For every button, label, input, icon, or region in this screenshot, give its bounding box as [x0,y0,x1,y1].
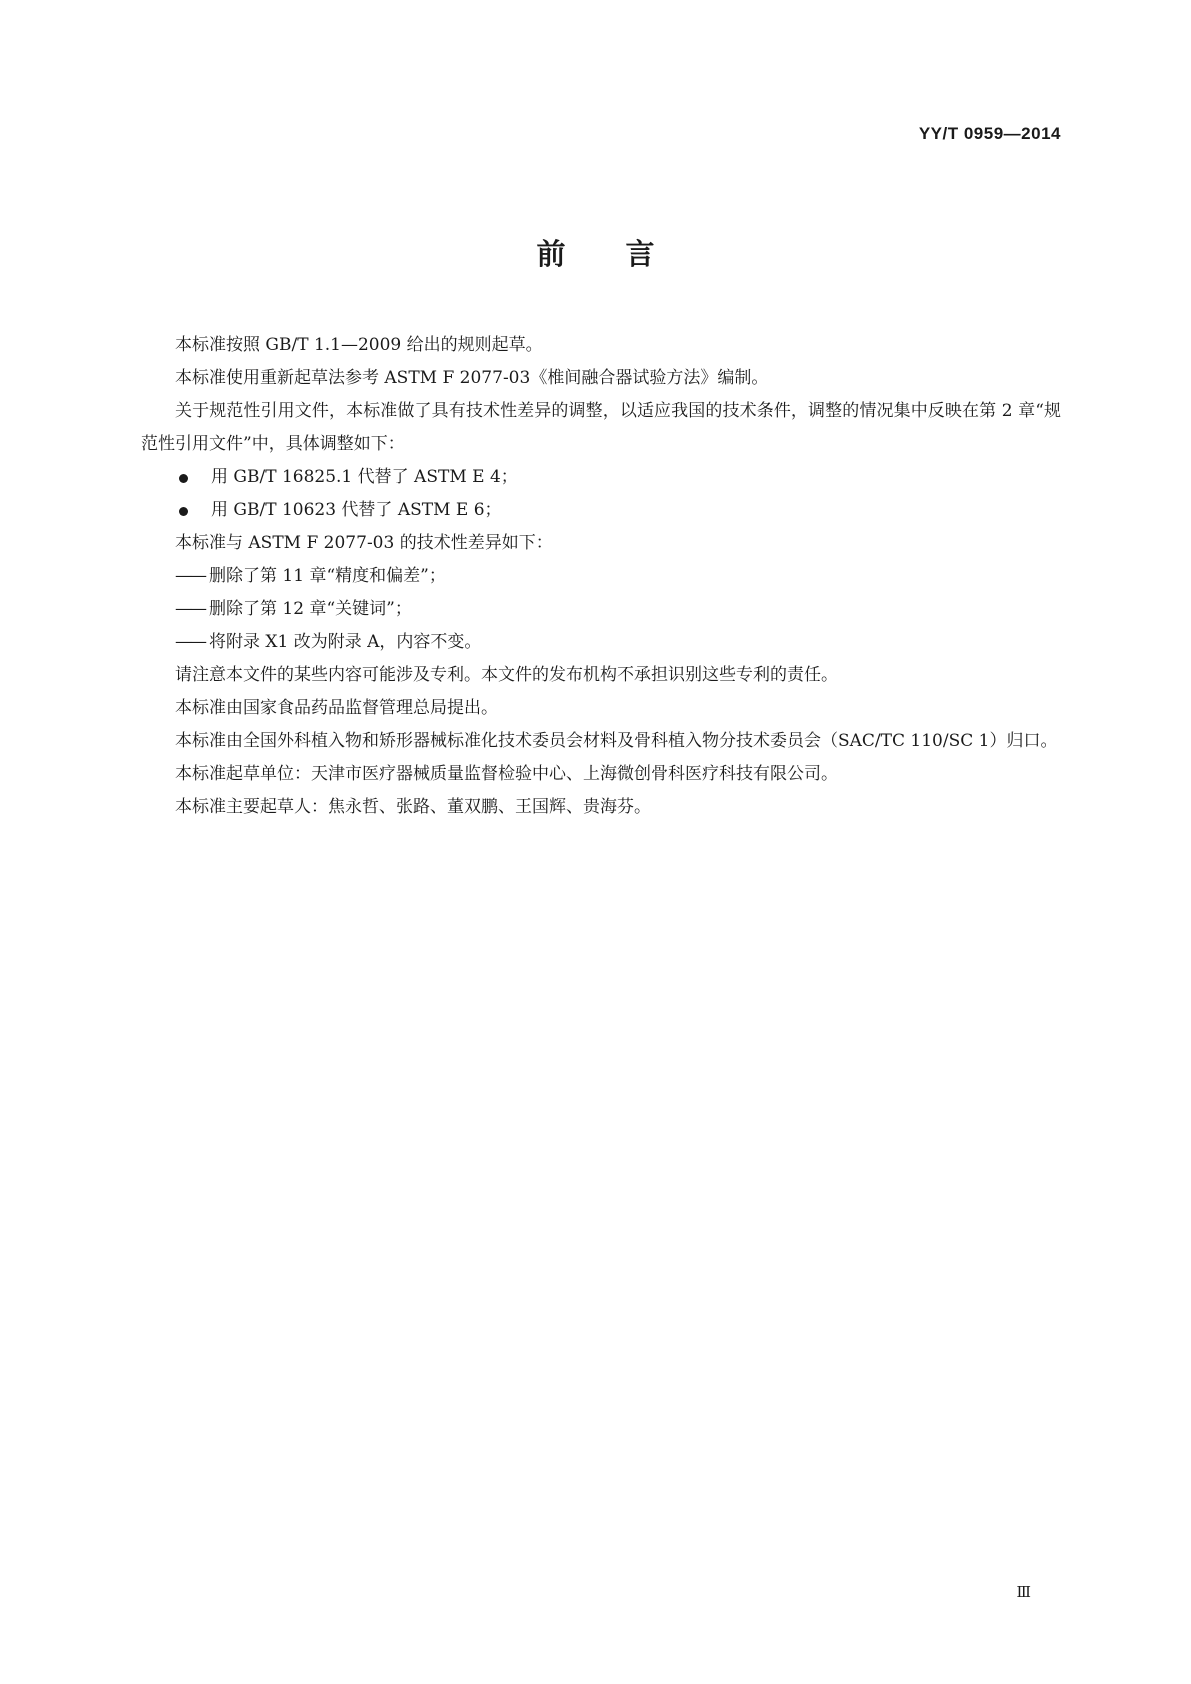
paragraph-main-drafters: 本标准主要起草人：焦永哲、张路、董双鹏、王国辉、贵海芬。 [175,797,651,817]
standard-number: YY/T 0959—2014 [918,124,1061,143]
page-number: Ⅲ [1016,1583,1031,1601]
page-title: 前言 [536,237,715,271]
dash-item-text: 将附录 X1 改为附录 A，内容不变。 [209,632,482,652]
dash-marker: —— [175,632,205,652]
dash-item [141,593,1061,626]
paragraph-drafting-units: 本标准起草单位：天津市医疗器械质量监督检验中心、上海微创骨科医疗科技有限公司。 [175,764,838,784]
bullet-item [141,494,1061,527]
paragraph-reference-method: 本标准使用重新起草法参考 ASTM F 2077-03《椎间融合器试验方法》编制。 [175,368,769,388]
dash-marker: —— [175,566,205,586]
bullet-item-text: 用 GB/T 10623 代替了 ASTM E 6； [211,500,502,520]
dash-item-text: 删除了第 11 章“精度和偏差”； [209,566,446,586]
document-body [141,329,1061,824]
paragraph-proposed-by: 本标准由国家食品药品监督管理总局提出。 [175,698,498,718]
dash-marker: —— [175,599,205,619]
dash-item [141,626,1061,659]
bullet-dot-icon [179,474,188,483]
bullet-dot-icon [179,507,188,516]
bullet-item-text: 用 GB/T 16825.1 代替了 ASTM E 4； [211,467,518,487]
paragraph-normative-references: 关于规范性引用文件，本标准做了具有技术性差异的调整，以适应我国的技术条件，调整的情况集中反映在第 2 章“规范性引用文件”中，具体调整如下： [141,401,1061,454]
paragraph-technical-differences: 本标准与 ASTM F 2077-03 的技术性差异如下： [175,533,553,553]
paragraph-under-jurisdiction: 本标准由全国外科植入物和矫形器械标准化技术委员会材料及骨科植入物分技术委员会（SAC/TC 110/SC 1）归口。 [175,731,1058,751]
paragraph-patent-notice: 请注意本文件的某些内容可能涉及专利。本文件的发布机构不承担识别这些专利的责任。 [175,665,838,685]
dash-item [141,560,1061,593]
bullet-item [141,461,1061,494]
paragraph-drafting-rules: 本标准按照 GB/T 1.1—2009 给出的规则起草。 [175,335,543,355]
dash-item-text: 删除了第 12 章“关键词”； [209,599,412,619]
